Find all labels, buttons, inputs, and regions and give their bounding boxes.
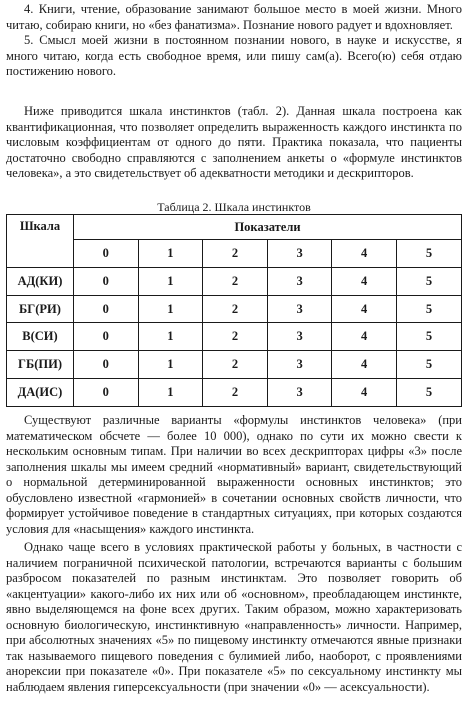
table-cell: 0 bbox=[74, 267, 139, 295]
table-cell: 5 bbox=[396, 323, 461, 351]
table-row bbox=[7, 267, 462, 295]
table-row bbox=[7, 295, 462, 323]
paragraph-item-4: 4. Книги, чтение, образование занимают большое место в моей жизни. Много читаю, собираю книги, но «без фанатизма». Познание нового радует и вдохновляет. bbox=[6, 2, 462, 32]
indicator-value: 1 bbox=[138, 240, 203, 268]
table-cell: 4 bbox=[332, 351, 397, 379]
table-caption: Таблица 2. Шкала инстинктов bbox=[157, 200, 311, 214]
table-cell: 1 bbox=[138, 295, 203, 323]
paragraph-table-intro: Ниже приводится шкала инстинктов (табл. 2). Данная шкала построена как квантификационная, что позволяет определить выраженность каждого инстинкта по числовым коэффициентам от одного до пяти. Практика показала, что пациенты достаточно свободно справляются с заполнением анкеты о «формуле инстинктов человека», а это свидетельствует об адекватности методики и дескрипторов. bbox=[6, 104, 462, 180]
table-cell: 2 bbox=[203, 323, 268, 351]
indicator-value: 3 bbox=[267, 240, 332, 268]
table-cell: 5 bbox=[396, 351, 461, 379]
table-cell: 4 bbox=[332, 379, 397, 407]
row-label: В(СИ) bbox=[7, 323, 74, 351]
header-scale: Шкала bbox=[7, 215, 74, 268]
paragraph-practical-work: Однако чаще всего в условиях практической работы у больных, в частности с наличием пограничной психической патологии, встречаются варианты с большим разбросом показателей по разным инстинктам. Это позволяет говорить об «акцентуации» какого-либо их них или об «основном», преобладающем инстинкте, явно выделяющемся на фоне всех других. Таким образом, можно характеризовать основную биологическую, инстинктивную «направленность» личности. Например, при абсолютных значениях «5» по пищевому инстинкту отмечаются явные признаки так называемого пищевого поведения с булимией либо, наоборот, с проявлениями анорексии при показателе «0». При показателе «5» по сексуальному инстинкту мы наблюдаем явления гиперсексуальности (при значении «0» — асексуальности). bbox=[6, 540, 462, 694]
table-cell: 1 bbox=[138, 379, 203, 407]
table-cell: 2 bbox=[203, 379, 268, 407]
table-cell: 3 bbox=[267, 295, 332, 323]
table-cell: 0 bbox=[74, 295, 139, 323]
table-cell: 1 bbox=[138, 267, 203, 295]
table-row bbox=[7, 323, 462, 351]
row-label: БГ(РИ) bbox=[7, 295, 74, 323]
row-label: АД(КИ) bbox=[7, 267, 74, 295]
table-cell: 4 bbox=[332, 295, 397, 323]
table-cell: 3 bbox=[267, 267, 332, 295]
table-cell: 3 bbox=[267, 323, 332, 351]
table-cell: 5 bbox=[396, 267, 461, 295]
intro-text bbox=[6, 2, 462, 80]
table-header-row bbox=[7, 215, 462, 240]
row-label: ДА(ИС) bbox=[7, 379, 74, 407]
table-cell: 2 bbox=[203, 267, 268, 295]
table-cell: 3 bbox=[267, 351, 332, 379]
body-text bbox=[6, 413, 462, 695]
indicator-value: 5 bbox=[396, 240, 461, 268]
table-cell: 0 bbox=[74, 351, 139, 379]
paragraph-item-5: 5. Смысл моей жизни в постоянном познании нового, в науке и искусстве, я много читаю, когда есть свободное время, или пишу сам(а). Всего(ю) себя отдаю постижению нового. bbox=[6, 33, 462, 78]
table-cell: 1 bbox=[138, 351, 203, 379]
table-intro-text bbox=[6, 104, 462, 182]
table-cell: 2 bbox=[203, 295, 268, 323]
table-cell: 0 bbox=[74, 379, 139, 407]
table-subheader-row bbox=[7, 240, 462, 268]
indicator-value: 2 bbox=[203, 240, 268, 268]
table-cell: 5 bbox=[396, 295, 461, 323]
table-cell: 0 bbox=[74, 323, 139, 351]
table-cell: 4 bbox=[332, 323, 397, 351]
table-cell: 1 bbox=[138, 323, 203, 351]
table-cell: 5 bbox=[396, 379, 461, 407]
indicator-value: 4 bbox=[332, 240, 397, 268]
header-indicators: Показатели bbox=[74, 215, 462, 240]
row-label: ГБ(ПИ) bbox=[7, 351, 74, 379]
instinct-scale-table bbox=[6, 214, 462, 407]
indicator-value: 0 bbox=[74, 240, 139, 268]
table-row bbox=[7, 351, 462, 379]
table-cell: 4 bbox=[332, 267, 397, 295]
table-cell: 3 bbox=[267, 379, 332, 407]
table-row bbox=[7, 379, 462, 407]
paragraph-formula-variants: Существуют различные варианты «формулы инстинктов человека» (при математическом обсчете — более 10 000), однако по сути их можно свести к нескольким основным типам. При наличии во всех дескрипторах цифры «3» после заполнения шкалы мы имеем средний «нормативный» вариант, свидетельствующий о нормальной детерминированной выраженности основных инстинктов; это обусловлено известной «гармонией» в сочетании основных свойств личности, что формирует устойчивое поведение в стандартных ситуациях, при которых создаются условия для «насыщения» каждого инстинкта. bbox=[6, 413, 462, 536]
table-cell: 2 bbox=[203, 351, 268, 379]
